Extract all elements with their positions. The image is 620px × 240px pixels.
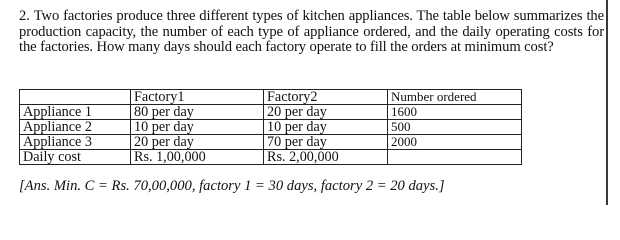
ordered-cell: 1600	[388, 105, 522, 120]
row-label: Appliance 2	[20, 120, 131, 135]
answer-line: [Ans. Min. C = Rs. 70,00,000, factory 1 = 30 days, factory 2 = 20 days.]	[19, 178, 445, 194]
factory2-cell: 70 per day	[264, 135, 388, 150]
question-number: 2.	[19, 8, 30, 24]
factory1-cell: 20 per day	[131, 135, 264, 150]
row-label: Appliance 1	[20, 105, 131, 120]
header-cell-factory2: Factory2	[264, 90, 388, 105]
question-body: Two factories produce three different types of kitchen appliances. The table below summarizes the production capacity, the number of each type of appliance ordered, and the daily operating costs for the factories. How many days should each factory operate to fill the orders at minimum cost?	[19, 8, 604, 56]
ordered-cell: 2000	[388, 135, 522, 150]
header-cell-factory1: Factory1	[131, 90, 264, 105]
table-row	[20, 105, 522, 120]
factory2-cell: Rs. 2,00,000	[264, 150, 388, 165]
factory1-cell: 80 per day	[131, 105, 264, 120]
table-row	[20, 135, 522, 150]
header-cell-empty	[20, 90, 131, 105]
table-row	[20, 150, 522, 165]
row-label: Appliance 3	[20, 135, 131, 150]
page-edge-rule	[606, 0, 608, 205]
production-table	[19, 89, 522, 165]
row-label: Daily cost	[20, 150, 131, 165]
factory2-cell: 20 per day	[264, 105, 388, 120]
factory1-cell: Rs. 1,00,000	[131, 150, 264, 165]
factory2-cell: 10 per day	[264, 120, 388, 135]
ordered-cell: 500	[388, 120, 522, 135]
table-row	[20, 120, 522, 135]
question-text-block	[19, 9, 604, 56]
ordered-cell	[388, 150, 522, 165]
factory1-cell: 10 per day	[131, 120, 264, 135]
header-cell-number-ordered: Number ordered	[388, 90, 522, 105]
table-header-row	[20, 90, 522, 105]
